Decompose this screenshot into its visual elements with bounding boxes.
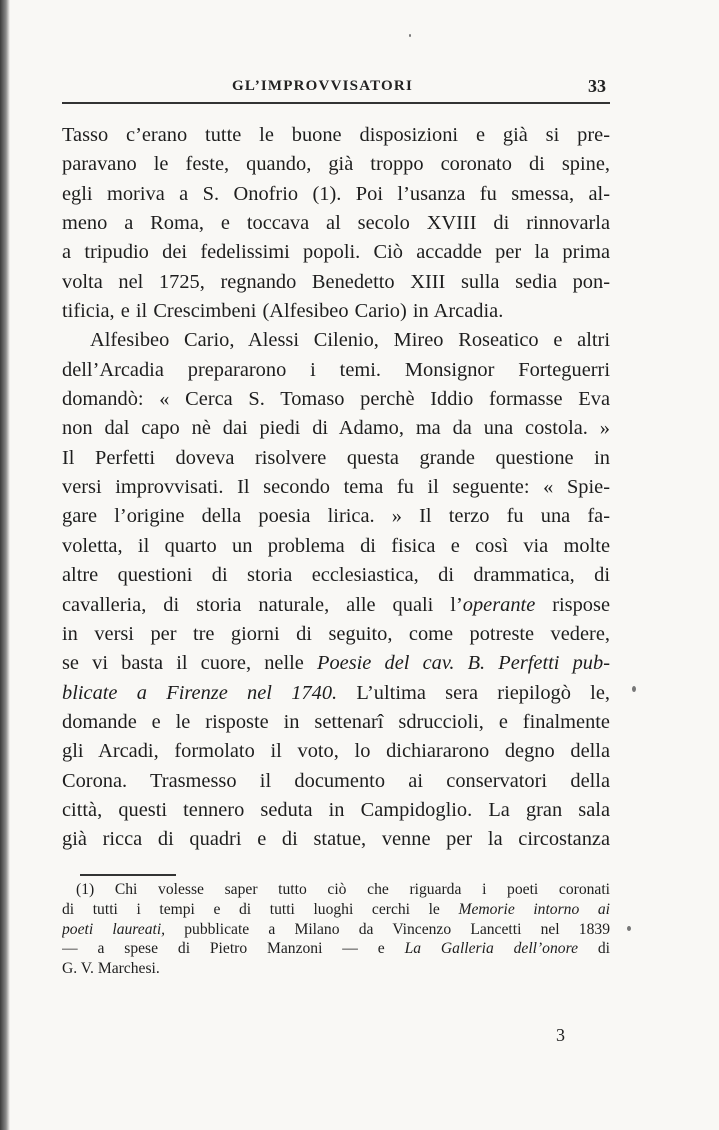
text-line: Alfesibeo Cario, Alessi Cilenio, Mireo Roseatico e altri — [90, 329, 610, 352]
italic-title: Poesie del cav. B. Perfetti pub- — [317, 652, 610, 675]
text-line: non dal capo nè dai piedi di Adamo, ma da una costola. » — [62, 417, 610, 440]
line-part: cavalleria, di storia naturale, alle quali l’ — [62, 593, 463, 616]
italic-title: poeti laureati, — [62, 920, 166, 938]
italic-title: blicate a Firenze nel 1740. — [62, 681, 338, 704]
binding-shadow — [0, 0, 10, 1130]
text-line: già ricca di quadri e di statue, venne per la circostanza — [62, 828, 610, 851]
header-rule — [62, 102, 610, 104]
text-line: Il Perfetti doveva risolvere questa grande questione in — [62, 446, 610, 469]
text-line: egli moriva a S. Onofrio (1). Poi l’usanza fu smessa, al- — [62, 182, 610, 205]
running-title: GL’IMPROVVISATORI — [232, 78, 413, 94]
text-line: città, questi tennero seduta in Campidoglio. La gran sala — [62, 798, 610, 821]
text-line: versi improvvisati. Il secondo tema fu il seguente: « Spie- — [62, 476, 610, 499]
body-text — [62, 121, 610, 855]
text-line: gare l’origine della poesia lirica. » Il terzo fu una fa- — [62, 505, 610, 528]
line-part: se vi basta il cuore, nelle — [62, 652, 317, 675]
footnote-line — [62, 920, 610, 940]
text-line: meno a Roma, e toccava al secolo XVIII di rinnovarla — [62, 212, 610, 235]
text-line — [62, 649, 610, 678]
text-line: paravano le feste, quando, già troppo coronato di spine, — [62, 153, 610, 176]
text-line: Tasso c’erano tutte le buone disposizioni e già si pre- — [62, 124, 610, 146]
paper-speck — [632, 686, 636, 692]
line-part: rispose — [535, 593, 610, 616]
footnote-line — [62, 939, 610, 959]
footnote-rule — [80, 874, 176, 876]
running-head — [62, 76, 610, 100]
line-part: di tutti i tempi e di tutti luoghi cerchi le — [62, 900, 459, 918]
footnote — [62, 880, 610, 979]
text-line: gli Arcadi, formolato il voto, lo dichiararono degno della — [62, 740, 610, 763]
text-line: Corona. Trasmesso il documento ai conservatori della — [62, 769, 610, 792]
text-line: dell’Arcadia prepararono i temi. Monsignor Forteguerri — [62, 358, 610, 381]
footnote-line: G. V. Marchesi. — [62, 960, 160, 978]
text-line: in versi per tre giorni di seguito, come potreste vedere, — [62, 622, 610, 645]
text-line: volta nel 1725, regnando Benedetto XIII sulla sedia pon- — [62, 270, 610, 293]
line-part: — a spese di Pietro Manzoni — e — [62, 940, 405, 958]
italic-title: La Galleria dell’onore — [404, 940, 578, 958]
text-line — [62, 591, 610, 620]
page-number: 33 — [588, 76, 606, 96]
signature-mark: 3 — [556, 1025, 565, 1045]
footnote-line — [62, 900, 610, 920]
line-part: di — [578, 940, 610, 958]
text-line — [62, 679, 610, 708]
text-line: tificia, e il Crescimbeni (Alfesibeo Cario) in Arcadia. — [62, 300, 504, 323]
footnote-line: (1) Chi volesse saper tutto ciò che riguarda i poeti coronati — [76, 881, 610, 898]
text-line: altre questioni di storia ecclesiastica, di drammatica, di — [62, 564, 610, 587]
paper-speck — [409, 34, 411, 37]
text-line: a tripudio dei fedelissimi popoli. Ciò accadde per la prima — [62, 241, 610, 264]
italic-title: Memorie intorno ai — [458, 900, 610, 918]
line-part: L’ultima sera riepilogò le, — [337, 681, 610, 704]
paper-speck — [627, 926, 631, 931]
text-line: domande e le risposte in settenarî sdruccioli, e finalmente — [62, 710, 610, 733]
line-part: pubblicate a Milano da Vincenzo Lancetti nel 1839 — [165, 920, 610, 938]
italic-term: operante — [462, 593, 536, 616]
text-line: domandò: « Cerca S. Tomaso perchè Iddio formasse Eva — [62, 388, 610, 411]
text-line: voletta, il quarto un problema di fisica e così via molte — [62, 534, 610, 557]
